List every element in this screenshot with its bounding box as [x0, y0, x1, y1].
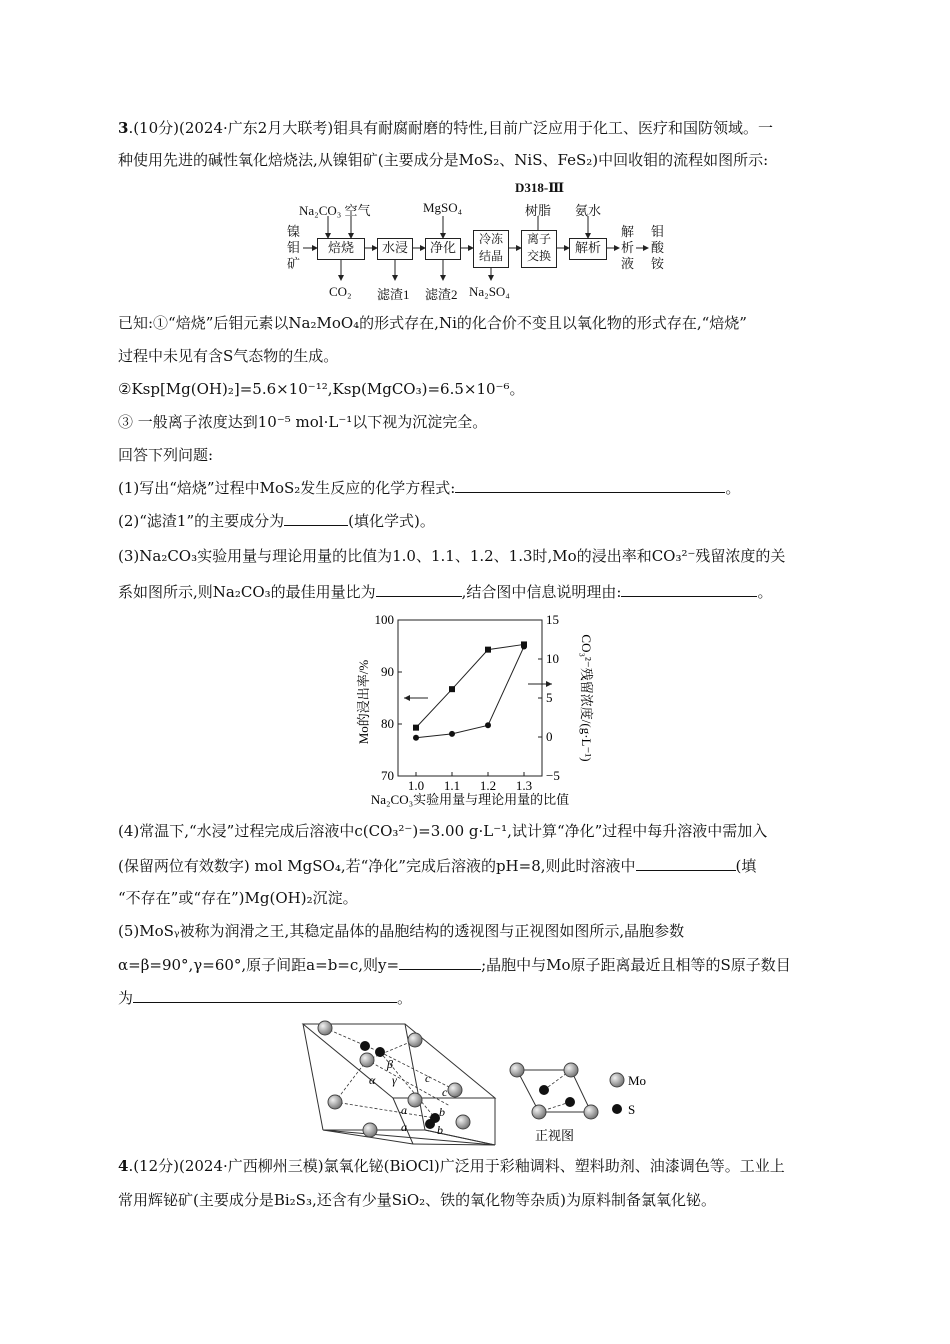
- step-freeze-crystallization: 冷冻结晶: [473, 230, 509, 268]
- x-tick-label: 1.2: [479, 778, 497, 793]
- front-view-caption: 正视图: [535, 1128, 575, 1143]
- output-co2: CO₂: [329, 284, 352, 299]
- chart-ylabel-left: Mo的浸出率/%: [356, 659, 371, 745]
- front-view-edges: [517, 1070, 591, 1112]
- x-tick-label: 1.1: [443, 778, 461, 793]
- step-roasting: 焙烧: [317, 238, 365, 260]
- q3-part-3b-text: 系如图所示,则Na₂CO₃的最佳用量比为: [118, 583, 376, 601]
- answer-blank-1[interactable]: [455, 478, 725, 493]
- q3-part-4c: “不存在”或“存在”)Mg(OH)₂沉淀。: [118, 889, 358, 907]
- y-left-tick-label: 70: [381, 768, 394, 783]
- mo-atom-7: [363, 1123, 377, 1137]
- y-left-tick-label: 80: [381, 716, 394, 731]
- label-gamma: γ: [392, 1073, 397, 1087]
- x-tick-label: 1.0: [407, 778, 425, 793]
- q3-part-3b-end: 。: [757, 583, 773, 601]
- right-axis-pointer-arrow-head: [546, 681, 552, 687]
- output-na2so4: Na₂SO₄: [469, 284, 510, 299]
- mo-leaching-point: [449, 686, 455, 692]
- q4-intro-line2: 常用辉铋矿(主要成分是Bi₂S₃,还含有少量SiO₂、铁的氧化物等杂质)为原料制备氯氧化铋。: [118, 1191, 716, 1209]
- q3-part-1-end: 。: [725, 479, 741, 497]
- q3-part-4a: (4)常温下,“水浸”过程完成后溶液中c(CO₃²⁻)=3.00 g·L⁻¹,试计算“净化”过程中每升溶液中需加入: [118, 822, 768, 840]
- mo-atom-3: [360, 1053, 374, 1067]
- answer-blank-4[interactable]: [636, 856, 736, 871]
- label-b-2: b: [437, 1123, 443, 1137]
- step-desorption: 解析: [569, 238, 607, 260]
- q3-part-5c-end: 。: [397, 989, 413, 1007]
- chart-xlabel: Na₂CO₃实验用量与理论用量的比值: [370, 792, 570, 807]
- mo-atom-6: [408, 1093, 422, 1107]
- label-alpha: α: [369, 1073, 376, 1087]
- y-right-tick-label: 10: [546, 651, 559, 666]
- y-right-tick-label: 15: [546, 612, 559, 627]
- step-purification: 净化: [425, 238, 461, 260]
- q3-part-1: [118, 478, 740, 498]
- front-mo-1: [510, 1063, 524, 1077]
- q3-part-4b-end: (填: [735, 857, 757, 875]
- q3-part-4b-text: (保留两位有效数字) mol MgSO₄,若“净化”完成后溶液的pH=8,则此时溶液中: [118, 857, 636, 875]
- y-right-tick-label: 0: [546, 729, 553, 744]
- mo-atom-8: [456, 1115, 470, 1129]
- front-mo-2: [564, 1063, 578, 1077]
- mo-atom-5: [328, 1095, 342, 1109]
- q3-part-1-text: (1)写出“焙烧”过程中MoS₂发生反应的化学方程式:: [118, 479, 456, 497]
- q3-number: 3: [118, 119, 129, 137]
- legend-s-label: S: [628, 1102, 636, 1117]
- label-beta: β: [387, 1057, 393, 1071]
- reagent-mgso4: MgSO₄: [423, 200, 463, 215]
- output-ammonium-molybdate: 钼酸铵: [651, 224, 665, 271]
- step-water-leaching: 水浸: [377, 238, 413, 260]
- label-c-1: c: [425, 1071, 431, 1085]
- series-line-co3-residual: [416, 647, 524, 738]
- q3-known-1: 已知:①“焙烧”后钼元素以Na₂MoO₄的形式存在,Ni的化合价不变且以氧化物的形式存在,“焙烧”: [118, 314, 747, 332]
- output-desorption-liquid: 解析液: [621, 224, 635, 271]
- crystal-structure-figure: [295, 1018, 675, 1148]
- q4-header: [118, 1156, 785, 1176]
- legend-s-marker: [612, 1104, 622, 1114]
- reagent-ammonia: 氨水: [575, 203, 602, 218]
- mo-atom-2: [408, 1033, 422, 1047]
- q3-part-5c: [118, 988, 412, 1008]
- leaching-chart: [330, 608, 630, 813]
- y-right-tick-label: −5: [546, 768, 560, 783]
- q3-part-5a: (5)MoSᵧ被称为润滑之王,其稳定晶体的晶胞结构的透视图与正视图如图所示,晶胞参数: [118, 922, 685, 940]
- q3-known-3: ③ 一般离子浓度达到10⁻⁵ mol·L⁻¹以下视为沉淀完全。: [118, 413, 488, 431]
- left-axis-pointer-arrow-head: [404, 695, 410, 701]
- x-tick-label: 1.3: [515, 778, 533, 793]
- y-right-tick-label: 5: [546, 690, 553, 705]
- q3-part-3b-mid: ,结合图中信息说明理由:: [461, 583, 622, 601]
- front-mo-3: [532, 1105, 546, 1119]
- perspective-cell-dashed: [325, 1028, 455, 1118]
- co3-residual-point: [449, 731, 455, 737]
- q3-part-5c-text: 为: [118, 989, 134, 1007]
- co3-residual-point: [485, 722, 491, 728]
- q3-answer-intro: 回答下列问题:: [118, 446, 214, 464]
- process-flow-diagram: [285, 178, 685, 303]
- front-s-1: [539, 1085, 549, 1095]
- q3-known-1b: 过程中未见有含S气态物的生成。: [118, 347, 339, 365]
- q3-intro-line2: 种使用先进的碱性氧化焙烧法,从镍钼矿(主要成分是MoS₂、NiS、FeS₂)中回收钼的流程如图所示:: [118, 151, 769, 169]
- s-atom-1: [375, 1047, 385, 1057]
- answer-blank-5a[interactable]: [399, 955, 481, 970]
- answer-blank-3b[interactable]: [621, 582, 757, 597]
- mo-leaching-point: [485, 647, 491, 653]
- mo-atom-1: [318, 1021, 332, 1035]
- q3-part-3b: [118, 582, 772, 602]
- q3-part-2: [118, 511, 435, 531]
- answer-blank-2[interactable]: [284, 511, 348, 526]
- q3-part-5b-end: ;晶胞中与Mo原子距离最近且相等的S原子数目: [481, 956, 791, 974]
- q3-part-3a: (3)Na₂CO₃实验用量与理论用量的比值为1.0、1.1、1.2、1.3时,Mo的浸出率和CO₃²⁻残留浓度的关: [118, 547, 786, 565]
- chart-svg: [330, 608, 630, 813]
- reagent-resin: 树脂: [525, 203, 552, 218]
- chart-ylabel-right: CO₃²⁻残留浓度/(g·L⁻¹): [579, 634, 594, 762]
- label-a-2: a: [401, 1120, 407, 1134]
- label-a-1: a: [401, 1103, 407, 1117]
- input-nickel-molybdenum-ore: 镍钼矿: [287, 224, 301, 271]
- label-b-1: b: [439, 1105, 445, 1119]
- y-left-tick-label: 100: [374, 612, 394, 627]
- reagent-resin-model: D318-Ⅲ: [515, 180, 565, 195]
- crystal-svg: [295, 1018, 675, 1148]
- output-residue-1: 滤渣1: [377, 287, 410, 302]
- co3-residual-point: [521, 644, 527, 650]
- q3-part-2-end: (填化学式)。: [348, 512, 435, 530]
- series-line-mo-leaching: [416, 644, 524, 727]
- q3-part-4b: [118, 856, 756, 876]
- s-atom-2: [360, 1041, 370, 1051]
- co3-residual-point: [413, 735, 419, 741]
- q4-header-text: .(12分)(2024·广西柳州三模)氯氧化铋(BiOCl)广泛用于彩釉调料、塑料助剂、油漆调色等。工业上: [128, 1157, 785, 1175]
- q3-part-5b: [118, 955, 791, 975]
- step-ion-exchange: 离子交换: [521, 230, 557, 268]
- mo-atom-4: [448, 1083, 462, 1097]
- q3-part-2-text: (2)“滤渣1”的主要成分为: [118, 512, 285, 530]
- answer-blank-5b[interactable]: [133, 988, 397, 1003]
- reagent-na2co3-air: Na₂CO₃ 空气: [299, 203, 371, 218]
- q3-known-2: ②Ksp[Mg(OH)₂]=5.6×10⁻¹²,Ksp(MgCO₃)=6.5×10⁻⁶。: [118, 380, 525, 398]
- label-c-2: c: [442, 1085, 448, 1099]
- q4-number: 4: [118, 1157, 129, 1175]
- front-s-2: [565, 1097, 575, 1107]
- q3-header: [118, 118, 773, 138]
- s-atom-4: [425, 1119, 435, 1129]
- legend-mo-marker: [610, 1073, 624, 1087]
- mo-leaching-point: [413, 725, 419, 731]
- output-residue-2: 滤渣2: [425, 287, 458, 302]
- q3-part-5b-text: α=β=90°,γ=60°,原子间距a=b=c,则y=: [118, 956, 400, 974]
- front-mo-4: [584, 1105, 598, 1119]
- legend-mo-label: Mo: [628, 1073, 647, 1088]
- answer-blank-3a[interactable]: [376, 582, 462, 597]
- y-left-tick-label: 90: [381, 664, 394, 679]
- q3-header-text: .(10分)(2024·广东2月大联考)钼具有耐腐耐磨的特性,目前广泛应用于化工、医疗和国防领域。一: [128, 119, 773, 137]
